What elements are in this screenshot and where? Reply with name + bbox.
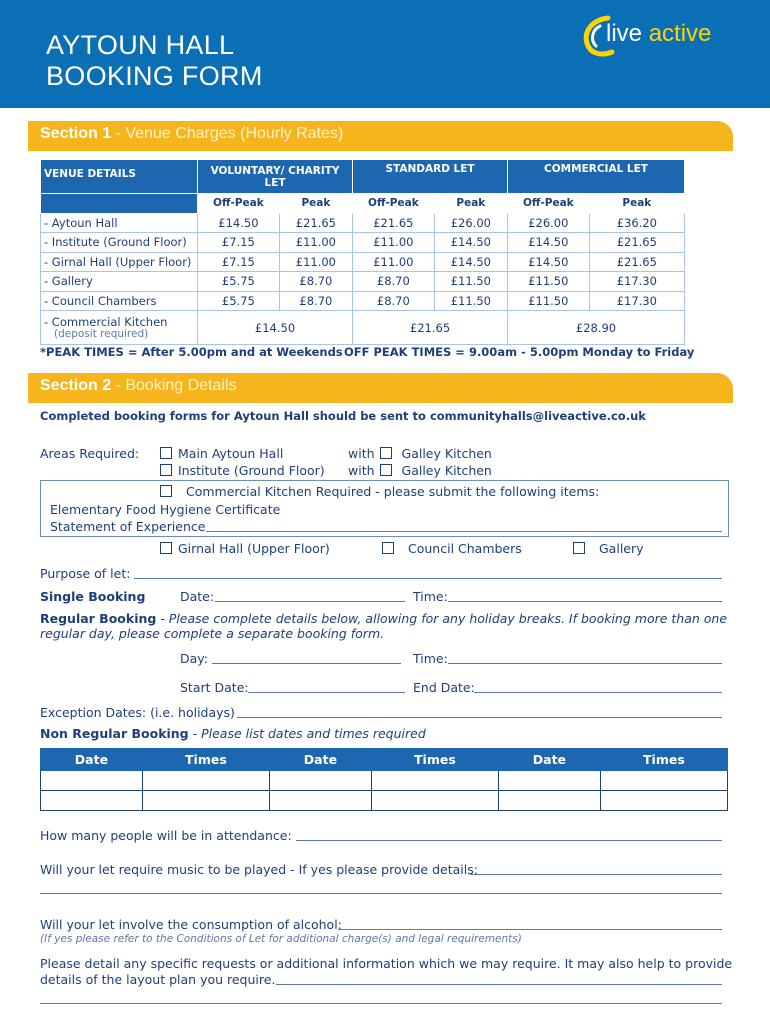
venue-name: - Council Chambers [41,291,198,311]
subheader-cell: Peak [589,194,684,214]
single-time-field[interactable] [448,601,722,602]
rate-cell: £8.70 [353,291,435,311]
institute-option[interactable]: Institute (Ground Floor) [160,463,325,478]
subheader-cell: Peak [279,194,352,214]
rate-cell: £21.65 [353,311,508,345]
table-row [41,233,685,253]
live-active-logo [578,12,748,72]
subheader-cell: Peak [434,194,507,214]
venue-details-header: VENUE DETAILS [41,160,198,194]
group-header-standard: STANDARD LET [353,160,508,194]
section-1-bar [28,121,733,151]
venue-name: - Girnal Hall (Upper Floor) [41,252,198,272]
non-regular-booking-line: Non Regular Booking - Please list dates and times required [40,726,426,741]
venue-name: - Aytoun Hall [41,213,198,233]
rate-cell: £21.65 [589,233,684,253]
areas-required-label: Areas Required: [40,446,140,461]
rate-cell: £28.90 [508,311,685,345]
single-booking-label: Single Booking [40,589,146,604]
charges-group-header [41,160,685,194]
start-date-field[interactable] [248,692,405,693]
rate-cell: £11.50 [434,291,507,311]
title-line-1: AYTOUN HALL [46,30,235,60]
galley-kitchen-option-2[interactable]: with Galley Kitchen [348,463,492,478]
table-row [41,252,685,272]
date-cell[interactable] [41,771,143,791]
rate-cell: £11.50 [508,272,590,292]
day-label: Day: [180,651,208,666]
rate-cell: £11.00 [279,233,352,253]
times-header: Times [371,749,498,771]
alcohol-note: (If yes please refer to the Conditions of Let for additional charge(s) and legal requirements) [40,933,522,945]
peak-times-note: *PEAK TIMES = After 5.00pm and at Weekends [40,345,343,359]
council-chambers-checkbox[interactable] [382,542,394,554]
section-2-number: Section 2 [40,377,112,394]
subheader-cell: Off-Peak [353,194,435,214]
main-hall-checkbox[interactable] [160,447,172,459]
music-details-field[interactable] [40,893,722,894]
rate-cell: £36.20 [589,213,684,233]
non-regular-dates-table [40,748,728,811]
statement-experience-label: Statement of Experience [50,519,206,534]
table-row [41,291,685,311]
venue-name: - Institute (Ground Floor) [41,233,198,253]
layout-plan-field[interactable] [276,984,722,985]
music-field[interactable] [470,874,722,875]
offpeak-times-note: OFF PEAK TIMES = 9.00am - 5.00pm Monday to Friday [344,345,695,359]
rate-cell: £14.50 [508,252,590,272]
times-cell[interactable] [142,791,269,811]
exception-dates-label: Exception Dates: (i.e. holidays) [40,705,235,720]
date-header: Date [269,749,371,771]
commercial-kitchen-option[interactable]: Commercial Kitchen Required - please submit the following items: [160,484,599,499]
rate-cell: £5.75 [198,291,280,311]
table-row [41,791,728,811]
alcohol-field[interactable] [338,929,722,930]
alcohol-label: Will your let involve the consumption of alcohol: [40,917,342,932]
title-line-2: BOOKING FORM [46,61,263,91]
requests-details-field[interactable] [40,1003,722,1004]
rate-cell: £26.00 [508,213,590,233]
times-header: Times [142,749,269,771]
dates-header-row [41,749,728,771]
main-hall-option[interactable]: Main Aytoun Hall [160,446,283,461]
kitchen-venue-label: - Commercial Kitchen [44,314,168,329]
music-label: Will your let require music to be played - If yes please provide details: [40,862,478,877]
venue-header-spacer [41,194,198,214]
charges-sub-header [41,194,685,214]
table-row-kitchen [41,311,685,345]
gallery-option[interactable]: Gallery [573,541,644,556]
rate-cell: £11.00 [353,252,435,272]
galley-kitchen-checkbox-2[interactable] [380,464,392,476]
gallery-checkbox[interactable] [573,542,585,554]
rate-cell: £26.00 [434,213,507,233]
rate-cell: £8.70 [353,272,435,292]
section-1-title: - Venue Charges (Hourly Rates) [111,125,344,142]
single-date-label: Date: [180,589,215,604]
rate-cell: £7.15 [198,252,280,272]
table-row [41,272,685,292]
subheader-cell: Off-Peak [198,194,280,214]
deposit-note: (deposit required) [54,327,149,340]
times-cell[interactable] [600,791,727,811]
requests-line-1: Please detail any specific requests or additional information which we may require. It may also help to provide [40,956,733,971]
date-cell[interactable] [41,791,143,811]
table-row [41,771,728,791]
date-cell[interactable] [498,771,600,791]
rate-cell: £7.15 [198,233,280,253]
exception-dates-field[interactable] [237,717,722,718]
send-form-note: Completed booking forms for Aytoun Hall should be sent to communityhalls@liveactive.co.uk [40,409,646,423]
galley-kitchen-option-1[interactable]: with Galley Kitchen [348,446,492,461]
rate-cell: £14.50 [198,213,280,233]
girnal-hall-option[interactable]: Girnal Hall (Upper Floor) [160,541,330,556]
times-header: Times [600,749,727,771]
section-2-bar [28,373,733,403]
regular-time-label: Time: [413,651,448,666]
rate-cell: £11.50 [508,291,590,311]
single-time-label: Time: [413,589,448,604]
council-chambers-option[interactable]: Council Chambers [382,541,522,556]
institute-checkbox[interactable] [160,464,172,476]
rate-cell: £14.50 [198,311,353,345]
date-cell[interactable] [269,771,371,791]
rate-cell: £21.65 [589,252,684,272]
date-header: Date [498,749,600,771]
logo-text: live active [606,20,712,47]
rate-cell: £14.50 [508,233,590,253]
subheader-cell: Off-Peak [508,194,590,214]
times-cell[interactable] [371,791,498,811]
rate-cell: £17.30 [589,291,684,311]
galley-kitchen-checkbox-1[interactable] [380,447,392,459]
regular-booking-line-1: Regular Booking - Please complete details below, allowing for any holiday breaks. If booking more than one [40,611,728,626]
group-header-commercial: COMMERCIAL LET [508,160,685,194]
date-cell[interactable] [269,791,371,811]
venue-charges-table [40,159,685,345]
rate-cell: £11.00 [279,252,352,272]
table-row [41,213,685,233]
rate-cell: £8.70 [279,291,352,311]
purpose-label: Purpose of let: [40,566,131,581]
group-header-voluntary: VOLUNTARY/ CHARITY LET [198,160,353,194]
times-cell[interactable] [142,771,269,791]
rate-cell: £14.50 [434,252,507,272]
regular-time-field[interactable] [448,663,722,664]
day-field[interactable] [212,663,401,664]
venue-name: - Gallery [41,272,198,292]
rate-cell: £21.65 [353,213,435,233]
date-cell[interactable] [498,791,600,811]
section-1-number: Section 1 [40,125,112,142]
rate-cell: £5.75 [198,272,280,292]
rate-cell: £17.30 [589,272,684,292]
hygiene-certificate-label: Elementary Food Hygiene Certificate [50,502,281,517]
end-date-label: End Date: [413,680,475,695]
venue-name [41,311,198,345]
times-cell[interactable] [371,771,498,791]
end-date-field[interactable] [474,692,722,693]
commercial-kitchen-checkbox[interactable] [160,485,172,497]
rate-cell: £11.50 [434,272,507,292]
rate-cell: £21.65 [279,213,352,233]
requests-line-2: details of the layout plan you require. [40,972,276,987]
attendance-field[interactable] [296,840,722,841]
rate-cell: £14.50 [434,233,507,253]
single-date-field[interactable] [215,601,405,602]
regular-booking-line-2: regular day, please complete a separate booking form. [40,626,385,641]
section-2-title: - Booking Details [111,377,237,394]
rate-cell: £11.00 [353,233,435,253]
statement-experience-field[interactable] [206,531,722,532]
start-date-label: Start Date: [180,680,249,695]
purpose-field[interactable] [134,578,722,579]
attendance-label: How many people will be in attendance: [40,828,292,843]
date-header: Date [41,749,143,771]
girnal-hall-checkbox[interactable] [160,542,172,554]
rate-cell: £8.70 [279,272,352,292]
times-cell[interactable] [600,771,727,791]
page-title [46,30,263,92]
header-banner [0,0,770,108]
